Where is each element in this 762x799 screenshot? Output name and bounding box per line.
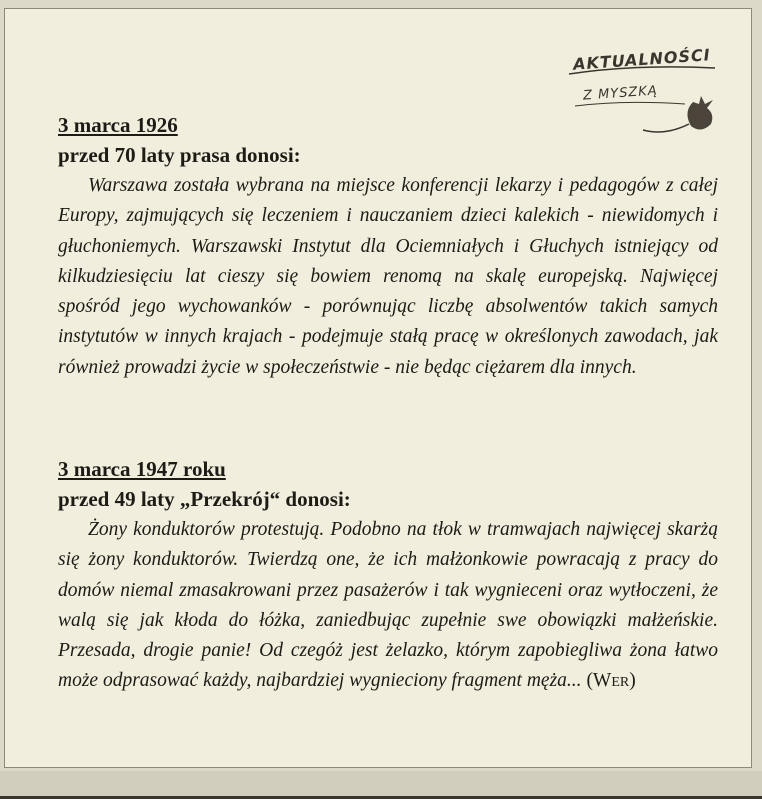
- article-body: [58, 515, 718, 697]
- article-1: [58, 112, 718, 383]
- logo-line2: Z MYSZKĄ: [582, 83, 659, 104]
- article-lead: przed 70 laty prasa donosi:: [58, 143, 301, 167]
- page-bottom-strip: [0, 771, 762, 799]
- article-body: Warszawa została wybrana na miejsce konferencji lekarzy i pedagogów z całej Europy, zajmujących się leczeniem i nauczaniem dzieci kalekich - niewidomych i głuchoniemych. Warszawski Instytut dla Ociemniałych i Głuchych istniejący od kilkudziesięciu lat cieszy się bowiem renomą na skalę europejską. Najwięcej spośród jego wychowanków - porównując liczbę absolwentów takich samych instytutów w innych krajach - podejmuje stałą pracę w określonych zawodach, jak również prowadzi życie w społeczeństwie - nie będąc ciężarem dla innych.: [58, 175, 718, 378]
- article-date: 3 marca 1947 roku: [58, 457, 226, 481]
- article-signature: (Wer): [586, 670, 636, 692]
- article-body-text: Żony konduktorów protestują. Podobno na tłok w tramwajach najwięcej skarżą się żony konduktorów. Twierdzą one, że ich małżonkowie powracają z pracy do domów niemal zmasakrowani przez pasażerów i tak wygnieceni oraz wytłoczeni, że walą się jak kłoda do łóżka, zaniedbując zupełnie swe obowiązki małżeńskie. Przesada, drogie panie! Od czegóż jest żelazko, którym zapobiegliwa żona łatwo może odprasować każdy, najbardziej wygnieciony fragment męża...: [58, 519, 718, 692]
- article-2: [58, 456, 718, 697]
- article-lead: przed 49 laty „Przekrój“ donosi:: [58, 487, 351, 511]
- logo-line1: AKTUALNOŚCI: [572, 45, 712, 74]
- article-date: 3 marca 1926: [58, 113, 178, 137]
